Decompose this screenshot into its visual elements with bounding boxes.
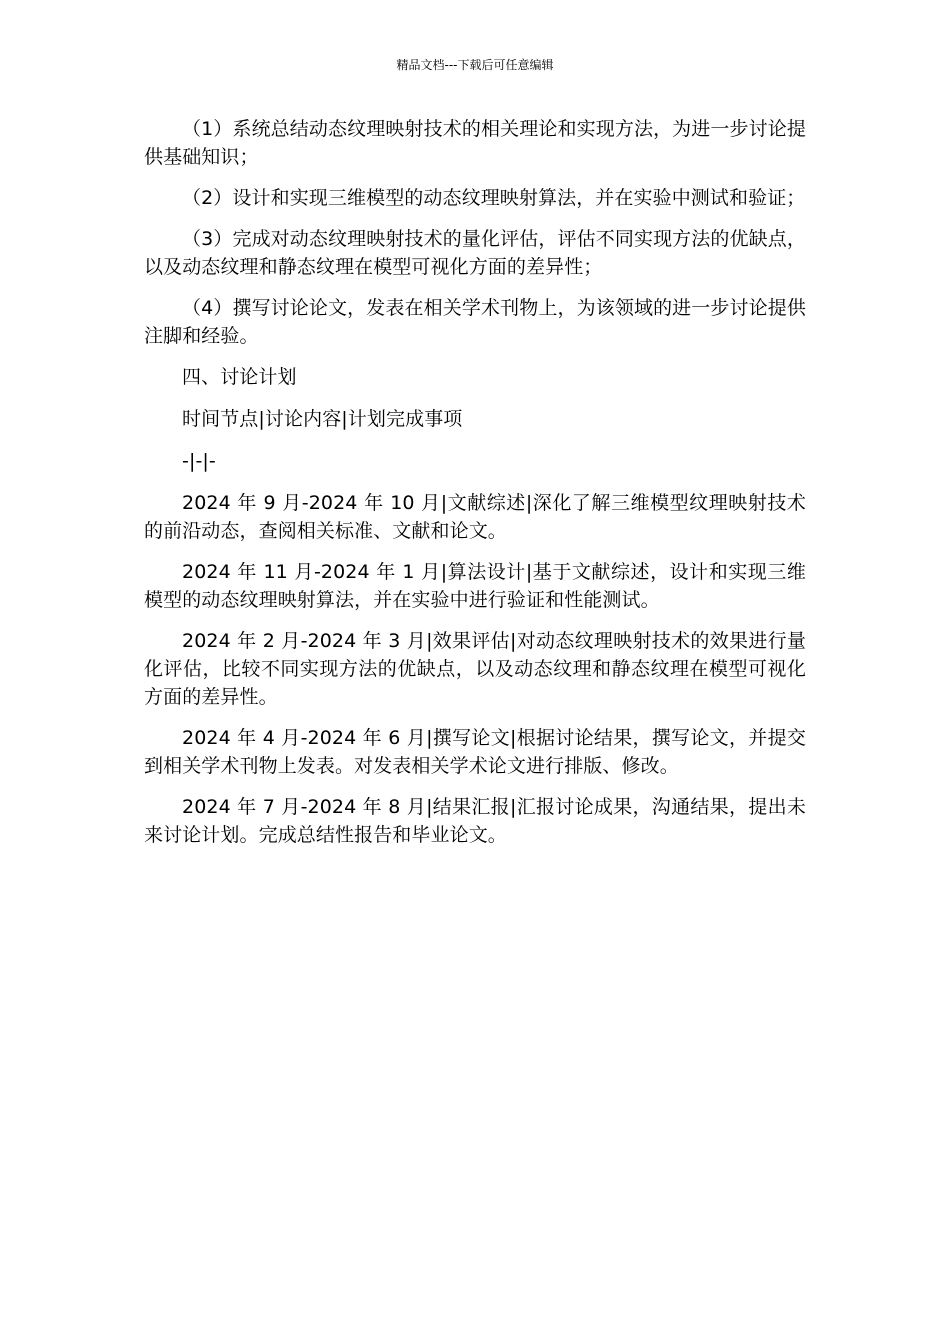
- goal-item-1: （1）系统总结动态纹理映射技术的相关理论和实现方法，为进一步讨论提供基础知识；: [144, 118, 806, 168]
- plan-table-header: 时间节点|讨论内容|计划完成事项: [182, 408, 463, 430]
- plan-row-4: 2024 年 4 月-2024 年 6 月|撰写论文|根据讨论结果，撰写论文，并提交到相关学术刊物上发表。对发表相关学术论文进行排版、修改。: [144, 727, 806, 777]
- goal-item-3: （3）完成对动态纹理映射技术的量化评估，评估不同实现方法的优缺点，以及动态纹理和静态纹理在模型可视化方面的差异性；: [144, 228, 806, 278]
- plan-row-1: 2024 年 9 月-2024 年 10 月|文献综述|深化了解三维模型纹理映射技术的前沿动态，查阅相关标准、文献和论文。: [144, 492, 806, 542]
- plan-table-separator: -|-|-: [182, 450, 216, 472]
- section-heading: 四、讨论计划: [182, 366, 297, 388]
- goal-item-2: （2）设计和实现三维模型的动态纹理映射算法，并在实验中测试和验证；: [182, 187, 806, 209]
- plan-row-5: 2024 年 7 月-2024 年 8 月|结果汇报|汇报讨论成果，沟通结果，提出未来讨论计划。完成总结性报告和毕业论文。: [144, 796, 806, 846]
- plan-row-2: 2024 年 11 月-2024 年 1 月|算法设计|基于文献综述，设计和实现三维模型的动态纹理映射算法，并在实验中进行验证和性能测试。: [144, 561, 806, 611]
- goal-item-4: （4）撰写讨论论文，发表在相关学术刊物上，为该领域的进一步讨论提供注脚和经验。: [144, 297, 806, 347]
- document-body: [144, 115, 806, 862]
- plan-row-3: 2024 年 2 月-2024 年 3 月|效果评估|对动态纹理映射技术的效果进行量化评估，比较不同实现方法的优缺点，以及动态纹理和静态纹理在模型可视化方面的差异性。: [144, 630, 806, 708]
- page-header: 精品文档---下载后可任意编辑: [396, 58, 554, 72]
